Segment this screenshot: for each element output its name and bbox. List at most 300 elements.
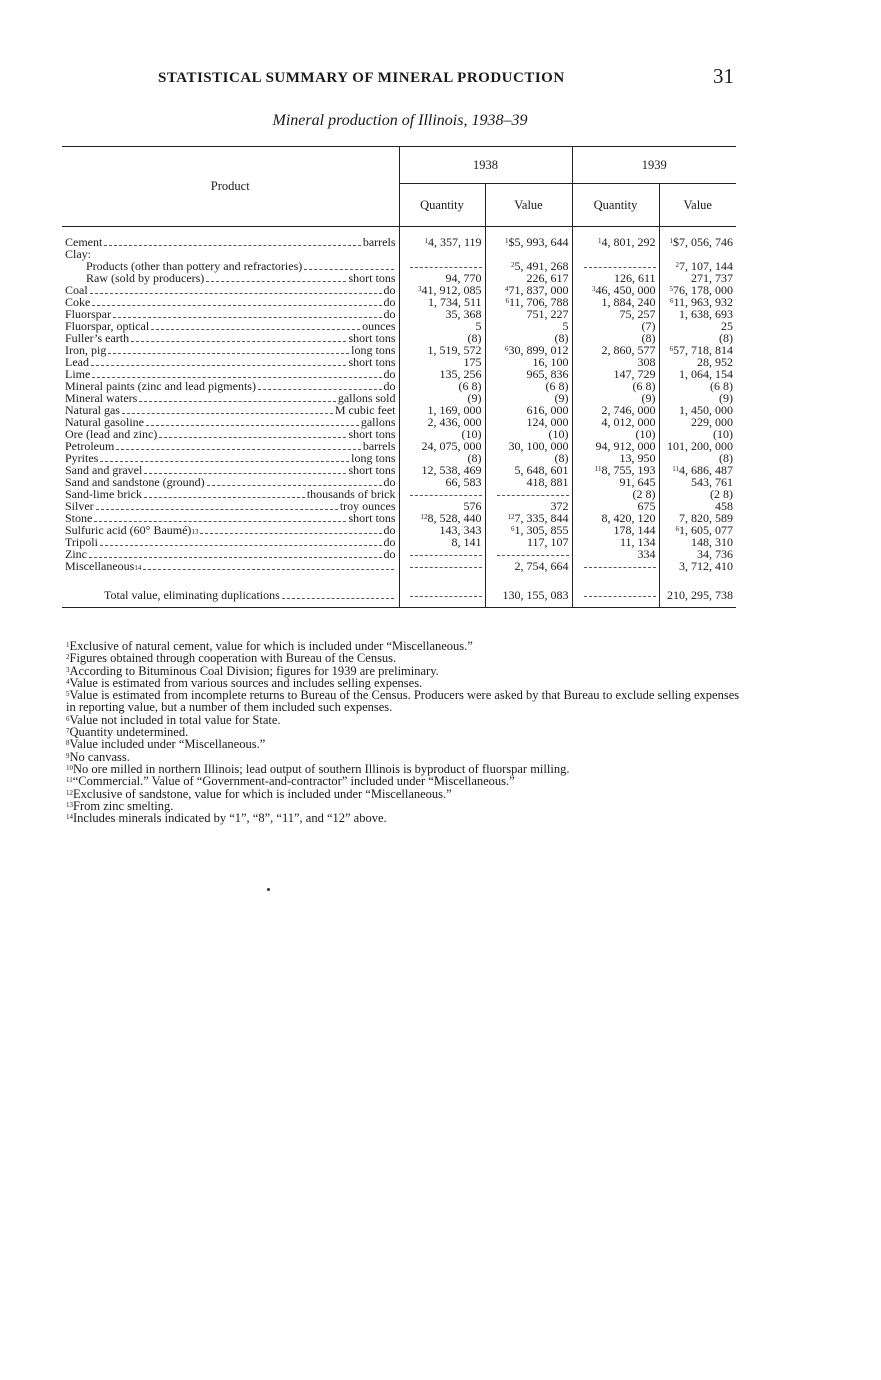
footnote (66, 738, 742, 750)
product-unit: troy ounces (339, 500, 396, 513)
product-label-cell (62, 477, 399, 489)
cell-value: 101, 200, 000 (667, 440, 733, 453)
value-1938-cell (485, 357, 572, 369)
header-value-1939: Value (659, 184, 736, 227)
leader-dots (144, 497, 305, 498)
footnote-ref: 11 (672, 464, 679, 473)
value-1938-cell (485, 489, 572, 501)
cell-value: 30, 899, 012 (508, 344, 569, 357)
footnote-number: 13 (66, 800, 73, 809)
cell-value: (10) (461, 428, 482, 441)
footnote-number: 6 (66, 714, 70, 723)
quantity-1939-cell (572, 417, 659, 429)
cell-value: (9) (554, 392, 569, 405)
footnote-text: Exclusive of natural cement, value for which is included under “Miscellaneous.” (69, 639, 473, 653)
product-unit: short tons (348, 332, 396, 345)
product-unit: short tons (348, 428, 396, 441)
total-quantity-1939-cell (572, 583, 659, 608)
cell-value: (10) (635, 428, 656, 441)
leader-dots (151, 329, 360, 330)
product-name: Coal (65, 284, 88, 297)
product-name: Pyrites (65, 452, 99, 465)
cell-value: 7, 820, 589 (679, 512, 733, 525)
product-label-cell (62, 501, 399, 513)
cell-value: 75, 257 (619, 308, 656, 321)
cell-value: 25 (721, 320, 733, 333)
table-row (62, 537, 736, 549)
value-1938-cell (485, 333, 572, 345)
cell-value: 543, 761 (691, 476, 733, 489)
cell-value: 8, 528, 440 (427, 512, 482, 525)
value-1939-cell (659, 321, 736, 333)
leader-dots (89, 557, 382, 558)
cell-value: 2, 436, 000 (427, 416, 482, 429)
product-name: Sand-lime brick (65, 488, 142, 501)
quantity-1939-cell (572, 549, 659, 561)
product-unit: do (383, 548, 396, 561)
cell-value: 91, 645 (619, 476, 656, 489)
value-1939-cell (659, 561, 736, 573)
value-1938-cell (485, 249, 572, 261)
quantity-1939-cell (572, 465, 659, 477)
cell-value: (9) (467, 392, 482, 405)
value-1939-cell (659, 501, 736, 513)
cell-value: 11, 963, 932 (673, 296, 733, 309)
page-number: 31 (713, 64, 734, 88)
table-row (62, 285, 736, 297)
table-row (62, 489, 736, 501)
cell-value: 675 (637, 500, 656, 513)
leader-dots (96, 509, 338, 510)
product-name: Cement (65, 237, 103, 249)
footnote-ref: 11 (594, 464, 602, 473)
product-name: Natural gasoline (65, 416, 144, 429)
product-unit: do (383, 524, 396, 537)
cell-value: 5, 491, 268 (514, 260, 569, 273)
product-name: Natural gas (65, 404, 120, 417)
product-label-cell (62, 345, 399, 357)
value-1938-cell (485, 285, 572, 297)
quantity-1938-cell (399, 273, 485, 285)
quantity-1939-cell (572, 441, 659, 453)
product-unit: barrels (362, 237, 396, 249)
footnote-ref: 6 (511, 524, 515, 533)
product-name: Petroleum (65, 440, 115, 453)
cell-value: $7, 056, 746 (673, 237, 733, 249)
product-unit: short tons (348, 512, 396, 525)
quantity-1938-cell (399, 453, 485, 465)
running-title: STATISTICAL SUMMARY OF MINERAL PRODUCTION (158, 70, 565, 86)
product-name: Iron, pig (65, 344, 107, 357)
footnote-ref: 6 (505, 296, 509, 305)
table-row (62, 549, 736, 561)
footnote-text: Value included under “Miscellaneous.” (69, 737, 266, 752)
footnote-number: 3 (66, 665, 70, 674)
value-1938-cell (485, 321, 572, 333)
quantity-1939-cell (572, 297, 659, 309)
quantity-1939-cell (572, 453, 659, 465)
quantity-1938-cell (399, 285, 485, 297)
value-1938-cell (485, 393, 572, 405)
product-unit: gallons (360, 416, 396, 429)
footnote-ref: 2 (675, 260, 679, 269)
quantity-1938-cell (399, 357, 485, 369)
cell-value: 8, 141 (451, 536, 482, 549)
cell-value: 751, 227 (526, 308, 569, 321)
footnote-number: 4 (66, 677, 70, 686)
product-name: Lead (65, 356, 89, 369)
value-1939-cell (659, 453, 736, 465)
cell-value: (8) (467, 452, 482, 465)
product-label-cell (62, 393, 399, 405)
quantity-1938-cell (399, 249, 485, 261)
blank-dashes (497, 554, 569, 556)
leader-dots (91, 365, 347, 366)
mineral-production-table (62, 146, 736, 608)
product-label-cell (62, 453, 399, 465)
cell-value: 1, 638, 693 (679, 308, 733, 321)
quantity-1938-cell (399, 237, 485, 249)
quantity-1939-cell (572, 261, 659, 273)
footnote-text: No canvass. (69, 749, 130, 764)
leader-dots (90, 293, 382, 294)
leader-dots (258, 389, 382, 390)
value-1938-cell (485, 429, 572, 441)
table-row (62, 273, 736, 285)
quantity-1939-cell (572, 537, 659, 549)
footnote-number: 10 (66, 763, 73, 772)
cell-value: 616, 000 (526, 404, 569, 417)
blank-dashes (584, 595, 656, 597)
value-1938-cell (485, 381, 572, 393)
product-unit: do (383, 476, 396, 489)
product-name: Tripoli (65, 536, 98, 549)
table-row (62, 429, 736, 441)
footnote-ref: 1 (505, 237, 509, 246)
product-name: Fluorspar (65, 308, 111, 321)
footnotes (66, 640, 742, 824)
value-1938-cell (485, 297, 572, 309)
table-row (62, 333, 736, 345)
blank-dashes (410, 266, 482, 268)
header-product: Product (62, 147, 399, 227)
value-1938-cell (485, 561, 572, 573)
table-row (62, 237, 736, 249)
value-1939-cell (659, 489, 736, 501)
cell-value: (10) (548, 428, 569, 441)
leader-dots (116, 449, 361, 450)
cell-value: 4, 801, 292 (601, 237, 656, 249)
cell-value: 57, 718, 814 (673, 344, 733, 357)
quantity-1939-cell (572, 525, 659, 537)
product-name: Fuller’s earth (65, 332, 130, 345)
product-label-cell (62, 549, 399, 561)
footnote-text: According to Bituminous Coal Division; figures for 1939 are preliminary. (69, 663, 439, 678)
table-row (62, 345, 736, 357)
footnote-number: 8 (66, 739, 70, 748)
quantity-1938-cell (399, 441, 485, 453)
cell-value: 175 (463, 356, 482, 369)
quantity-1939-cell (572, 489, 659, 501)
cell-value: (7) (641, 320, 656, 333)
quantity-1939-cell (572, 405, 659, 417)
value-1938-cell (485, 345, 572, 357)
quantity-1939-cell (572, 249, 659, 261)
leader-dots (104, 245, 361, 246)
product-name: Ore (lead and zinc) (65, 428, 158, 441)
table-row (62, 357, 736, 369)
table-row (62, 417, 736, 429)
product-unit: do (383, 536, 396, 549)
cell-value: 12, 538, 469 (421, 464, 482, 477)
quantity-1938-cell (399, 321, 485, 333)
footnote-text: “Commercial.” Value of “Government-and-contractor” included under “Miscellaneous.” (72, 774, 515, 789)
product-label-cell (62, 309, 399, 321)
total-row (62, 583, 736, 608)
footnote-text: No ore milled in northern Illinois; lead output of southern Illinois is byproduct of fluorspar milling. (73, 761, 570, 776)
quantity-1938-cell (399, 525, 485, 537)
cell-value: (9) (641, 392, 656, 405)
leader-dots (92, 377, 381, 378)
value-1939-cell (659, 261, 736, 273)
cell-value: (8) (641, 332, 656, 345)
product-name: Sand and sandstone (ground) (65, 476, 205, 489)
cell-value: (8) (554, 452, 569, 465)
quantity-1939-cell (572, 429, 659, 441)
leader-dots (100, 461, 349, 462)
value-1939-cell (659, 417, 736, 429)
cell-value: 226, 617 (526, 272, 569, 285)
product-label-cell (62, 333, 399, 345)
quantity-1939-cell (572, 381, 659, 393)
footnote-number: 2 (66, 653, 70, 662)
product-label-cell (62, 489, 399, 501)
footnote-text: Value is estimated from various sources and includes selling expenses. (69, 675, 423, 690)
footnote (66, 689, 742, 714)
value-1938-cell (485, 441, 572, 453)
blank-dashes (410, 595, 482, 597)
cell-value: 1, 734, 511 (427, 296, 482, 309)
table-row (62, 249, 736, 261)
cell-value: (6 8) (545, 380, 569, 393)
product-name: Lime (65, 368, 91, 381)
table-row (62, 309, 736, 321)
cell-value: (8) (719, 452, 733, 465)
cell-value: 28, 952 (697, 356, 733, 369)
stray-ink-mark (267, 888, 270, 891)
value-1939-cell (659, 537, 736, 549)
value-1939-cell (659, 309, 736, 321)
footnote-ref: 6 (675, 524, 679, 533)
quantity-1939-cell (572, 501, 659, 513)
cell-value: (8) (467, 332, 482, 345)
cell-value: $5, 993, 644 (508, 237, 569, 249)
value-1938-cell (485, 501, 572, 513)
footnote-text: Value not included in total value for State. (69, 712, 281, 727)
quantity-1938-cell (399, 309, 485, 321)
leader-dots (139, 401, 336, 402)
quantity-1939-cell (572, 357, 659, 369)
footnote-ref: 6 (505, 344, 509, 353)
header-quantity-1938: Quantity (399, 184, 485, 227)
value-1938-cell (485, 261, 572, 273)
product-label-cell (62, 249, 399, 261)
table-row (62, 501, 736, 513)
cell-value: 1, 884, 240 (601, 296, 656, 309)
value-1939-cell (659, 429, 736, 441)
product-unit: ounces (362, 320, 396, 333)
quantity-1938-cell (399, 297, 485, 309)
value-1939-cell (659, 405, 736, 417)
quantity-1939-cell (572, 369, 659, 381)
product-name: Mineral paints (zinc and lead pigments) (65, 380, 256, 393)
quantity-1938-cell (399, 381, 485, 393)
value-1939-cell (659, 369, 736, 381)
cell-value: (6 8) (458, 380, 482, 393)
leader-dots (131, 341, 346, 342)
product-name: Raw (sold by producers) (86, 272, 205, 285)
product-label-cell: Miscellaneous 14 (62, 561, 399, 573)
product-label-cell (62, 321, 399, 333)
value-1939-cell (659, 357, 736, 369)
product-label-cell (62, 405, 399, 417)
quantity-1939-cell (572, 345, 659, 357)
footnote-number: 5 (66, 690, 70, 699)
quantity-1938-cell (399, 501, 485, 513)
product-label-cell: Sulfuric acid (60° Baumé) 13 do (65, 524, 396, 537)
cell-value: 2, 860, 577 (601, 344, 656, 357)
value-1938-cell (485, 405, 572, 417)
blank-dashes (584, 266, 656, 268)
cell-value: 7, 335, 844 (514, 512, 569, 525)
footnote-text: Includes minerals indicated by “1”, “8”, “11”, and “12” above. (73, 811, 387, 826)
value-1938-cell (485, 537, 572, 549)
total-label-cell (62, 583, 399, 608)
product-unit: gallons sold (337, 392, 396, 405)
cell-value: 117, 107 (526, 536, 569, 549)
cell-value: 3, 712, 410 (679, 560, 733, 573)
footnote-ref: 1 (424, 237, 428, 246)
quantity-1939-cell (572, 477, 659, 489)
table-row (62, 393, 736, 405)
total-value-1939-cell (659, 583, 736, 608)
table-caption: Mineral production of Illinois, 1938–39 (272, 112, 528, 129)
footnote-text: From zinc smelting. (73, 798, 174, 813)
product-unit: thousands of brick (306, 488, 396, 501)
quantity-1938-cell (399, 465, 485, 477)
cell-value: 41, 912, 085 (421, 284, 482, 297)
product-unit: do (383, 380, 396, 393)
blank-dashes (410, 566, 482, 568)
footnote-ref: 1 (598, 237, 602, 246)
cell-value: 8, 420, 120 (601, 512, 656, 525)
header-quantity-1939: Quantity (572, 184, 659, 227)
table-row (62, 405, 736, 417)
product-name: Mineral waters (65, 392, 138, 405)
cell-value: (6 8) (632, 380, 656, 393)
product-label-cell (62, 417, 399, 429)
value-1939-cell (659, 465, 736, 477)
cell-value: 94, 770 (445, 272, 482, 285)
blank-dashes (584, 566, 656, 568)
cell-value: 7, 107, 144 (679, 260, 733, 273)
footnote-number: 12 (66, 788, 73, 797)
cell-value: 271, 737 (691, 272, 733, 285)
cell-value: 71, 837, 000 (508, 284, 569, 297)
quantity-1938-cell (399, 561, 485, 573)
leader-dots (144, 473, 346, 474)
cell-value: 46, 450, 000 (595, 284, 656, 297)
quantity-1939-cell (572, 333, 659, 345)
footnote-text: Quantity undetermined. (69, 725, 189, 740)
product-label-cell (62, 297, 399, 309)
product-label-cell (62, 285, 399, 297)
value-1939-cell (659, 285, 736, 297)
footnote-ref: 12 (507, 512, 515, 521)
cell-value: 130, 155, 083 (502, 587, 569, 602)
leader-dots (207, 485, 382, 486)
cell-value: 210, 295, 738 (667, 587, 733, 602)
mineral-production-table-container (62, 146, 736, 608)
cell-value: 334 (637, 548, 656, 561)
table-row (62, 525, 736, 537)
product-unit: short tons (348, 464, 396, 477)
value-1939-cell (659, 249, 736, 261)
footnote-number: 1 (66, 641, 70, 649)
value-1938-cell (485, 525, 572, 537)
cell-value: 1, 305, 855 (514, 524, 569, 537)
table-row (62, 381, 736, 393)
blank-dashes (410, 554, 482, 556)
cell-value: (2 8) (710, 488, 733, 501)
table-row (62, 369, 736, 381)
cell-value: 229, 000 (691, 416, 733, 429)
value-1938-cell (485, 273, 572, 285)
footnote-text: Exclusive of sandstone, value for which is included under “Miscellaneous.” (73, 786, 452, 801)
value-1938-cell (485, 465, 572, 477)
cell-value: 2, 754, 664 (514, 560, 569, 573)
cell-value: 4, 686, 487 (679, 464, 733, 477)
footnote-ref: 6 (669, 344, 673, 353)
product-name: Silver (65, 500, 94, 513)
leader-dots (159, 437, 346, 438)
cell-value: 5 (475, 320, 482, 333)
footnote-ref: 2 (511, 260, 515, 269)
footnote-number: 9 (66, 751, 70, 760)
value-1939-cell (659, 441, 736, 453)
product-unit: do (383, 284, 396, 297)
leader-dots (108, 353, 349, 354)
footnote-ref: 1 (669, 237, 673, 246)
total-label: Total value, eliminating duplications (104, 587, 280, 602)
cell-value: 94, 912, 000 (595, 440, 656, 453)
cell-value: (8) (554, 332, 569, 345)
cell-value: 2, 746, 000 (601, 404, 656, 417)
product-label-cell (62, 537, 399, 549)
table-body (62, 227, 736, 608)
footnote-ref: 6 (669, 296, 674, 305)
product-label-cell (62, 357, 399, 369)
quantity-1938-cell (399, 405, 485, 417)
quantity-1938-cell (399, 345, 485, 357)
quantity-1938-cell (399, 393, 485, 405)
cell-value: 576 (463, 500, 482, 513)
product-label-cell (62, 441, 399, 453)
cell-value: 35, 368 (445, 308, 482, 321)
product-unit: short tons (348, 356, 396, 369)
cell-value: 147, 729 (613, 368, 656, 381)
table-row (62, 513, 736, 525)
